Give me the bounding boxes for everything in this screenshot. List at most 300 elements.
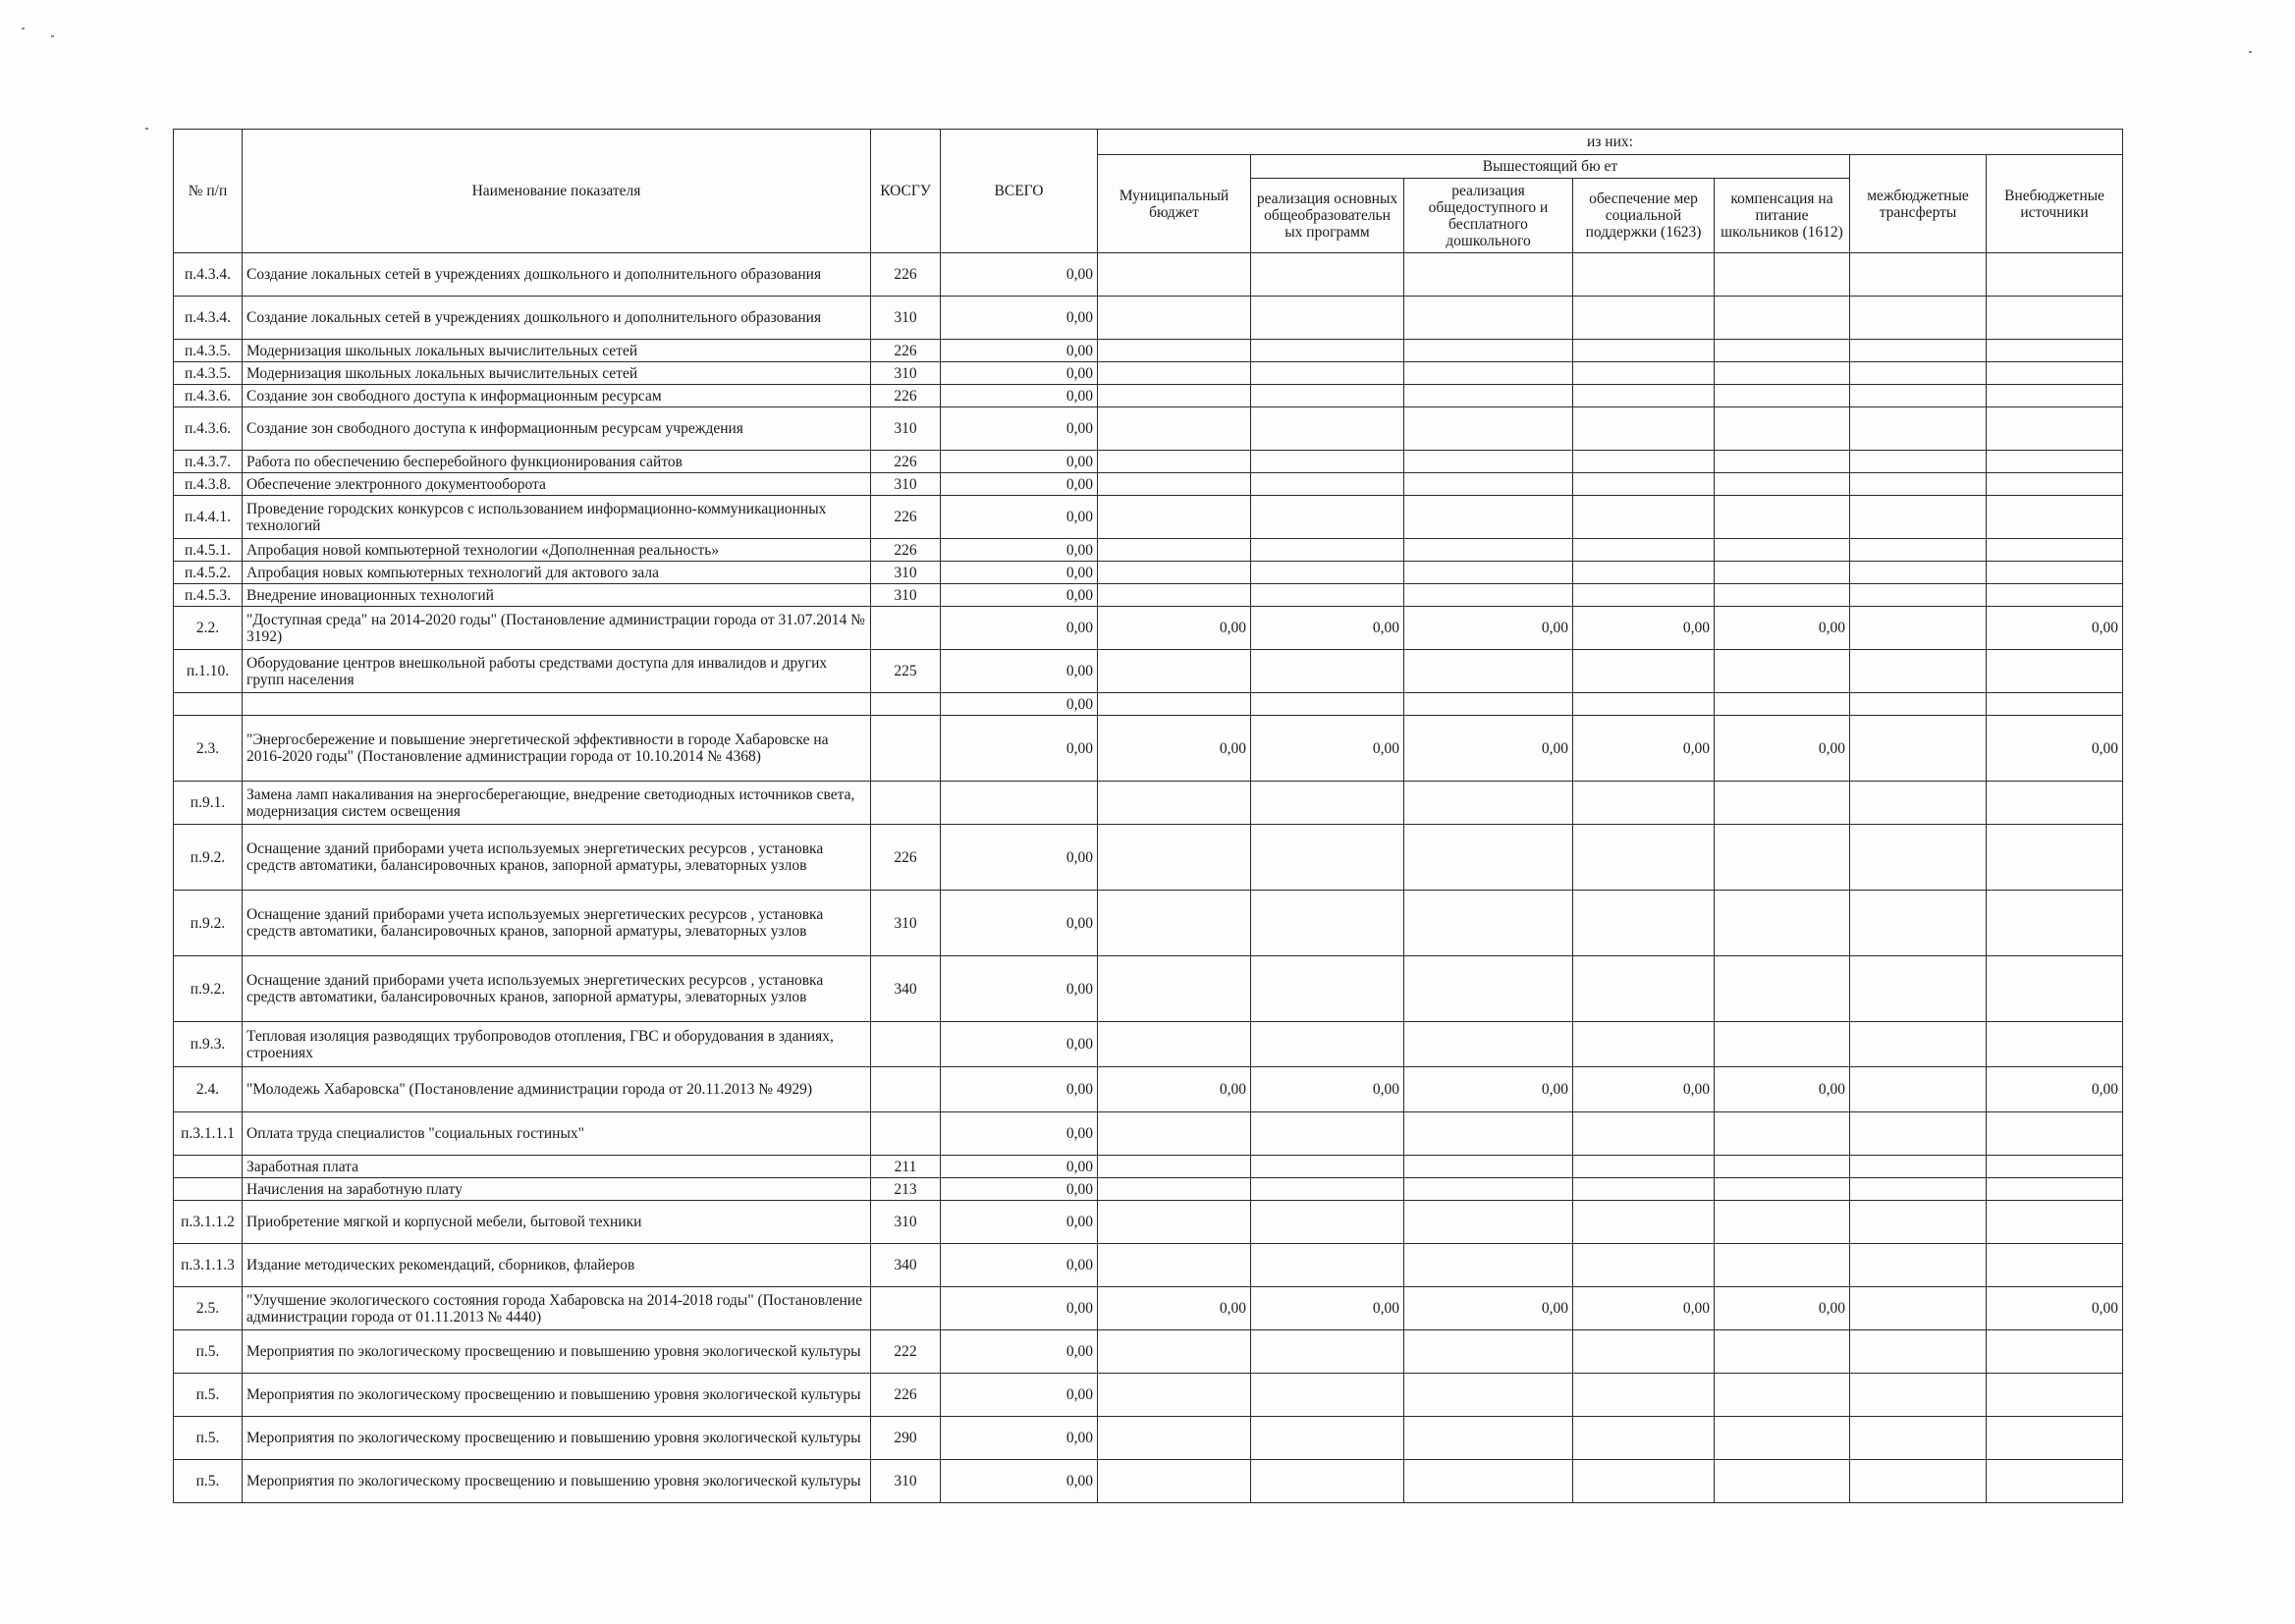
row-municipal xyxy=(1098,782,1251,825)
table-row xyxy=(174,1460,2123,1503)
row-name: Издание методических рекомендаций, сборников, флайеров xyxy=(243,1244,871,1287)
row-transfers xyxy=(1850,362,1987,385)
row-higher-b xyxy=(1404,1417,1573,1460)
row-kosgu: 226 xyxy=(871,1374,941,1417)
row-name: "Улучшение экологического состояния города Хабаровска на 2014-2018 годы" (Постановление администрации города от 01.11.2013 № 4440) xyxy=(243,1287,871,1330)
header-name: Наименование показателя xyxy=(243,130,871,253)
row-higher-b xyxy=(1404,693,1573,716)
row-total: 0,00 xyxy=(941,362,1098,385)
row-higher-a xyxy=(1251,496,1404,539)
row-higher-d xyxy=(1715,362,1850,385)
row-higher-c xyxy=(1573,496,1715,539)
row-higher-d xyxy=(1715,473,1850,496)
row-kosgu: 226 xyxy=(871,539,941,562)
row-name: Работа по обеспечению бесперебойного функционирования сайтов xyxy=(243,451,871,473)
row-transfers xyxy=(1850,1178,1987,1201)
row-name: Тепловая изоляция разводящих трубопроводов отопления, ГВС и оборудования в зданиях, строениях xyxy=(243,1022,871,1067)
row-higher-d xyxy=(1715,253,1850,297)
table-row xyxy=(174,891,2123,956)
row-extrabudget xyxy=(1987,782,2123,825)
row-municipal xyxy=(1098,1178,1251,1201)
row-higher-a xyxy=(1251,451,1404,473)
row-total: 0,00 xyxy=(941,584,1098,607)
row-extrabudget xyxy=(1987,1156,2123,1178)
row-transfers xyxy=(1850,1022,1987,1067)
row-extrabudget xyxy=(1987,693,2123,716)
row-kosgu: 226 xyxy=(871,451,941,473)
row-higher-a xyxy=(1251,1022,1404,1067)
row-name: "Молодежь Хабаровска" (Постановление администрации города от 20.11.2013 № 4929) xyxy=(243,1067,871,1112)
row-total: 0,00 xyxy=(941,496,1098,539)
scan-speck xyxy=(2249,51,2252,53)
header-higher-c: обеспечение мер социальной поддержки (1623) xyxy=(1573,179,1715,253)
row-municipal xyxy=(1098,956,1251,1022)
row-number xyxy=(174,693,243,716)
row-kosgu xyxy=(871,782,941,825)
row-higher-d: 0,00 xyxy=(1715,607,1850,650)
table-row xyxy=(174,362,2123,385)
row-higher-a xyxy=(1251,407,1404,451)
row-higher-b xyxy=(1404,1178,1573,1201)
row-higher-d xyxy=(1715,650,1850,693)
row-higher-d xyxy=(1715,1460,1850,1503)
row-municipal xyxy=(1098,1460,1251,1503)
row-higher-c xyxy=(1573,385,1715,407)
row-transfers xyxy=(1850,253,1987,297)
row-higher-a xyxy=(1251,1374,1404,1417)
row-kosgu: 225 xyxy=(871,650,941,693)
row-higher-b xyxy=(1404,340,1573,362)
table-row xyxy=(174,1112,2123,1156)
row-higher-c xyxy=(1573,1330,1715,1374)
row-extrabudget xyxy=(1987,1417,2123,1460)
row-extrabudget xyxy=(1987,562,2123,584)
row-kosgu xyxy=(871,1112,941,1156)
row-total: 0,00 xyxy=(941,1287,1098,1330)
row-higher-a xyxy=(1251,1417,1404,1460)
row-municipal xyxy=(1098,385,1251,407)
row-total: 0,00 xyxy=(941,1112,1098,1156)
row-number: 2.2. xyxy=(174,607,243,650)
row-kosgu xyxy=(871,1022,941,1067)
row-higher-d xyxy=(1715,1330,1850,1374)
row-higher-c xyxy=(1573,825,1715,891)
row-higher-a: 0,00 xyxy=(1251,1067,1404,1112)
row-kosgu: 226 xyxy=(871,340,941,362)
row-higher-c xyxy=(1573,782,1715,825)
scan-speck xyxy=(51,35,54,37)
row-number: п.1.10. xyxy=(174,650,243,693)
row-name: Оснащение зданий приборами учета используемых энергетических ресурсов , установка средств автоматики, балансировочных кранов, запорной арматуры, элеваторных узлов xyxy=(243,891,871,956)
row-number: п.4.4.1. xyxy=(174,496,243,539)
row-name: Мероприятия по экологическому просвещению и повышению уровня экологической культуры xyxy=(243,1330,871,1374)
row-kosgu: 226 xyxy=(871,825,941,891)
row-kosgu: 310 xyxy=(871,407,941,451)
row-kosgu xyxy=(871,1067,941,1112)
row-higher-d xyxy=(1715,297,1850,340)
table-row xyxy=(174,693,2123,716)
row-higher-c xyxy=(1573,1417,1715,1460)
table-row xyxy=(174,1417,2123,1460)
row-higher-b xyxy=(1404,253,1573,297)
row-higher-d xyxy=(1715,451,1850,473)
row-name: Оснащение зданий приборами учета используемых энергетических ресурсов , установка средств автоматики, балансировочных кранов, запорной арматуры, элеваторных узлов xyxy=(243,956,871,1022)
row-higher-d: 0,00 xyxy=(1715,1067,1850,1112)
header-higher-b: реализация общедоступного и бесплатного дошкольного xyxy=(1404,179,1573,253)
row-total: 0,00 xyxy=(941,1067,1098,1112)
row-higher-b: 0,00 xyxy=(1404,716,1573,782)
row-number: п.9.3. xyxy=(174,1022,243,1067)
row-transfers xyxy=(1850,1374,1987,1417)
row-higher-a xyxy=(1251,1201,1404,1244)
row-higher-d xyxy=(1715,496,1850,539)
table-body xyxy=(174,253,2123,1503)
budget-table xyxy=(173,129,2123,1503)
row-higher-b xyxy=(1404,496,1573,539)
row-extrabudget: 0,00 xyxy=(1987,1067,2123,1112)
row-higher-a xyxy=(1251,650,1404,693)
row-municipal xyxy=(1098,407,1251,451)
row-higher-b xyxy=(1404,1201,1573,1244)
row-total: 0,00 xyxy=(941,693,1098,716)
row-extrabudget xyxy=(1987,1201,2123,1244)
row-transfers xyxy=(1850,716,1987,782)
row-extrabudget xyxy=(1987,340,2123,362)
row-higher-c xyxy=(1573,650,1715,693)
row-higher-c xyxy=(1573,693,1715,716)
row-higher-a xyxy=(1251,1156,1404,1178)
row-extrabudget xyxy=(1987,473,2123,496)
row-total: 0,00 xyxy=(941,1244,1098,1287)
row-higher-d: 0,00 xyxy=(1715,716,1850,782)
row-name: Создание локальных сетей в учреждениях дошкольного и дополнительного образования xyxy=(243,253,871,297)
row-number: 2.4. xyxy=(174,1067,243,1112)
header-higher-budget: Вышестоящий бю ет xyxy=(1251,155,1850,179)
row-higher-d xyxy=(1715,825,1850,891)
row-kosgu xyxy=(871,693,941,716)
row-name: Мероприятия по экологическому просвещению и повышению уровня экологической культуры xyxy=(243,1374,871,1417)
row-municipal xyxy=(1098,584,1251,607)
row-municipal: 0,00 xyxy=(1098,607,1251,650)
table-row xyxy=(174,1156,2123,1178)
row-number: п.4.3.4. xyxy=(174,297,243,340)
row-transfers xyxy=(1850,473,1987,496)
table-row xyxy=(174,473,2123,496)
row-higher-a xyxy=(1251,1244,1404,1287)
row-higher-d xyxy=(1715,340,1850,362)
row-higher-d xyxy=(1715,1417,1850,1460)
header-of-them: из них: xyxy=(1098,130,2123,155)
row-transfers xyxy=(1850,1156,1987,1178)
row-municipal: 0,00 xyxy=(1098,716,1251,782)
row-number: п.4.5.2. xyxy=(174,562,243,584)
row-total: 0,00 xyxy=(941,1417,1098,1460)
row-higher-d xyxy=(1715,956,1850,1022)
row-extrabudget xyxy=(1987,1178,2123,1201)
row-higher-a: 0,00 xyxy=(1251,716,1404,782)
row-number: п.4.3.4. xyxy=(174,253,243,297)
row-higher-d xyxy=(1715,1244,1850,1287)
row-higher-b xyxy=(1404,562,1573,584)
row-name: Начисления на заработную плату xyxy=(243,1178,871,1201)
row-total: 0,00 xyxy=(941,1022,1098,1067)
row-higher-d xyxy=(1715,584,1850,607)
row-total: 0,00 xyxy=(941,473,1098,496)
row-higher-d xyxy=(1715,693,1850,716)
row-total: 0,00 xyxy=(941,297,1098,340)
row-higher-b xyxy=(1404,407,1573,451)
row-kosgu: 310 xyxy=(871,1460,941,1503)
row-number: 2.3. xyxy=(174,716,243,782)
table-row xyxy=(174,539,2123,562)
row-total: 0,00 xyxy=(941,539,1098,562)
row-transfers xyxy=(1850,607,1987,650)
row-kosgu: 310 xyxy=(871,1201,941,1244)
row-kosgu: 290 xyxy=(871,1417,941,1460)
table-row xyxy=(174,253,2123,297)
row-kosgu: 211 xyxy=(871,1156,941,1178)
row-municipal xyxy=(1098,1244,1251,1287)
row-number: п.9.2. xyxy=(174,891,243,956)
row-higher-b xyxy=(1404,650,1573,693)
row-transfers xyxy=(1850,496,1987,539)
row-municipal xyxy=(1098,253,1251,297)
row-municipal: 0,00 xyxy=(1098,1067,1251,1112)
table-header xyxy=(174,130,2123,253)
row-number: п.4.3.6. xyxy=(174,407,243,451)
row-higher-c xyxy=(1573,297,1715,340)
table-row xyxy=(174,1244,2123,1287)
row-higher-c xyxy=(1573,584,1715,607)
row-transfers xyxy=(1850,891,1987,956)
row-transfers xyxy=(1850,1330,1987,1374)
row-higher-b xyxy=(1404,1022,1573,1067)
row-kosgu: 310 xyxy=(871,891,941,956)
row-number: п.9.2. xyxy=(174,825,243,891)
table-row xyxy=(174,451,2123,473)
row-transfers xyxy=(1850,1067,1987,1112)
row-name: Мероприятия по экологическому просвещению и повышению уровня экологической культуры xyxy=(243,1460,871,1503)
row-name: Модернизация школьных локальных вычислительных сетей xyxy=(243,362,871,385)
row-total: 0,00 xyxy=(941,956,1098,1022)
row-number: п.4.3.5. xyxy=(174,362,243,385)
table-row xyxy=(174,716,2123,782)
scan-speck xyxy=(22,27,25,29)
header-higher-a: реализация основных общеобразовательн ых программ xyxy=(1251,179,1404,253)
table-row xyxy=(174,607,2123,650)
row-extrabudget xyxy=(1987,385,2123,407)
row-number: п.5. xyxy=(174,1330,243,1374)
row-transfers xyxy=(1850,1201,1987,1244)
row-higher-b xyxy=(1404,782,1573,825)
row-extrabudget xyxy=(1987,1460,2123,1503)
scan-speck xyxy=(145,128,148,130)
row-extrabudget: 0,00 xyxy=(1987,716,2123,782)
row-kosgu: 340 xyxy=(871,1244,941,1287)
row-number: 2.5. xyxy=(174,1287,243,1330)
row-total xyxy=(941,782,1098,825)
header-total: ВСЕГО xyxy=(941,130,1098,253)
table-row xyxy=(174,340,2123,362)
row-extrabudget xyxy=(1987,539,2123,562)
row-higher-d xyxy=(1715,1374,1850,1417)
row-extrabudget xyxy=(1987,584,2123,607)
row-higher-d: 0,00 xyxy=(1715,1287,1850,1330)
row-higher-d xyxy=(1715,1022,1850,1067)
row-kosgu: 310 xyxy=(871,562,941,584)
row-municipal xyxy=(1098,340,1251,362)
row-extrabudget xyxy=(1987,451,2123,473)
row-higher-d xyxy=(1715,1156,1850,1178)
row-higher-b xyxy=(1404,1112,1573,1156)
row-name: Создание локальных сетей в учреждениях дошкольного и дополнительного образования xyxy=(243,297,871,340)
row-extrabudget xyxy=(1987,407,2123,451)
row-higher-b xyxy=(1404,584,1573,607)
row-higher-c xyxy=(1573,1178,1715,1201)
table-row xyxy=(174,297,2123,340)
row-higher-a xyxy=(1251,1330,1404,1374)
row-municipal xyxy=(1098,825,1251,891)
row-total: 0,00 xyxy=(941,253,1098,297)
row-higher-b: 0,00 xyxy=(1404,1067,1573,1112)
row-higher-c xyxy=(1573,1201,1715,1244)
row-higher-d xyxy=(1715,562,1850,584)
table-row xyxy=(174,562,2123,584)
row-municipal xyxy=(1098,1330,1251,1374)
row-kosgu: 226 xyxy=(871,496,941,539)
header-municipal: Муниципальный бюджет xyxy=(1098,155,1251,253)
row-higher-c xyxy=(1573,1374,1715,1417)
row-higher-b: 0,00 xyxy=(1404,1287,1573,1330)
row-higher-c xyxy=(1573,362,1715,385)
row-number: п.4.3.6. xyxy=(174,385,243,407)
row-number: п.4.5.1. xyxy=(174,539,243,562)
row-municipal xyxy=(1098,1374,1251,1417)
row-higher-c xyxy=(1573,1112,1715,1156)
row-extrabudget xyxy=(1987,956,2123,1022)
row-municipal: 0,00 xyxy=(1098,1287,1251,1330)
row-total: 0,00 xyxy=(941,562,1098,584)
row-name: Оборудование центров внешкольной работы средствами доступа для инвалидов и других групп населения xyxy=(243,650,871,693)
row-name: Создание зон свободного доступа к информационным ресурсам учреждения xyxy=(243,407,871,451)
row-kosgu: 222 xyxy=(871,1330,941,1374)
row-transfers xyxy=(1850,1460,1987,1503)
row-name: Апробация новых компьютерных технологий для актового зала xyxy=(243,562,871,584)
row-higher-a xyxy=(1251,362,1404,385)
row-number: п.3.1.1.3 xyxy=(174,1244,243,1287)
row-name: "Доступная среда" на 2014-2020 годы" (Постановление администрации города от 31.07.2014 № 3192) xyxy=(243,607,871,650)
row-name: Апробация новой компьютерной технологии «Дополненная реальность» xyxy=(243,539,871,562)
row-total: 0,00 xyxy=(941,451,1098,473)
row-municipal xyxy=(1098,650,1251,693)
row-total: 0,00 xyxy=(941,607,1098,650)
table-row xyxy=(174,956,2123,1022)
row-total: 0,00 xyxy=(941,407,1098,451)
row-higher-b xyxy=(1404,297,1573,340)
row-kosgu: 226 xyxy=(871,385,941,407)
row-higher-c xyxy=(1573,562,1715,584)
row-extrabudget xyxy=(1987,297,2123,340)
row-extrabudget xyxy=(1987,650,2123,693)
table-row xyxy=(174,584,2123,607)
row-higher-a xyxy=(1251,297,1404,340)
row-higher-b xyxy=(1404,1156,1573,1178)
row-name: Проведение городских конкурсов с использованием информационно-коммуникационных технологий xyxy=(243,496,871,539)
row-higher-b xyxy=(1404,362,1573,385)
row-name: Приобретение мягкой и корпусной мебели, бытовой техники xyxy=(243,1201,871,1244)
row-transfers xyxy=(1850,1287,1987,1330)
row-higher-c: 0,00 xyxy=(1573,1067,1715,1112)
row-transfers xyxy=(1850,782,1987,825)
row-total: 0,00 xyxy=(941,385,1098,407)
row-total: 0,00 xyxy=(941,716,1098,782)
row-municipal xyxy=(1098,539,1251,562)
table-row xyxy=(174,496,2123,539)
row-transfers xyxy=(1850,562,1987,584)
row-extrabudget xyxy=(1987,825,2123,891)
row-number: п.4.3.8. xyxy=(174,473,243,496)
row-higher-a xyxy=(1251,956,1404,1022)
row-higher-a xyxy=(1251,584,1404,607)
header-num: № п/п xyxy=(174,130,243,253)
row-number xyxy=(174,1178,243,1201)
row-higher-c: 0,00 xyxy=(1573,607,1715,650)
row-higher-a xyxy=(1251,562,1404,584)
row-higher-c xyxy=(1573,1156,1715,1178)
row-municipal xyxy=(1098,562,1251,584)
row-extrabudget xyxy=(1987,253,2123,297)
row-higher-b xyxy=(1404,1330,1573,1374)
row-higher-b xyxy=(1404,891,1573,956)
row-extrabudget xyxy=(1987,891,2123,956)
row-transfers xyxy=(1850,1244,1987,1287)
row-kosgu xyxy=(871,1287,941,1330)
row-municipal xyxy=(1098,451,1251,473)
table-row xyxy=(174,1201,2123,1244)
row-name: Обеспечение электронного документооборота xyxy=(243,473,871,496)
row-higher-c xyxy=(1573,473,1715,496)
row-municipal xyxy=(1098,473,1251,496)
row-higher-d xyxy=(1715,1112,1850,1156)
row-higher-b xyxy=(1404,451,1573,473)
row-higher-c xyxy=(1573,407,1715,451)
row-extrabudget xyxy=(1987,1244,2123,1287)
row-name: "Энергосбережение и повышение энергетической эффективности в городе Хабаровске на 2016-2020 годы" (Постановление администрации города от 10.10.2014 № 4368) xyxy=(243,716,871,782)
row-higher-c xyxy=(1573,340,1715,362)
row-higher-d xyxy=(1715,407,1850,451)
row-municipal xyxy=(1098,1156,1251,1178)
row-name: Мероприятия по экологическому просвещению и повышению уровня экологической культуры xyxy=(243,1417,871,1460)
row-kosgu: 310 xyxy=(871,297,941,340)
row-number: п.5. xyxy=(174,1460,243,1503)
row-extrabudget xyxy=(1987,1374,2123,1417)
row-transfers xyxy=(1850,539,1987,562)
row-higher-a xyxy=(1251,782,1404,825)
header-extrabudget: Внебюджетные источники xyxy=(1987,155,2123,253)
row-higher-c: 0,00 xyxy=(1573,1287,1715,1330)
row-transfers xyxy=(1850,297,1987,340)
row-transfers xyxy=(1850,956,1987,1022)
row-total: 0,00 xyxy=(941,891,1098,956)
row-higher-a xyxy=(1251,1178,1404,1201)
row-higher-a: 0,00 xyxy=(1251,1287,1404,1330)
row-higher-c xyxy=(1573,253,1715,297)
row-name: Замена ламп накаливания на энергосберегающие, внедрение светодиодных источников света, модернизация систем освещения xyxy=(243,782,871,825)
row-transfers xyxy=(1850,1112,1987,1156)
row-name xyxy=(243,693,871,716)
row-transfers xyxy=(1850,385,1987,407)
row-higher-a xyxy=(1251,891,1404,956)
